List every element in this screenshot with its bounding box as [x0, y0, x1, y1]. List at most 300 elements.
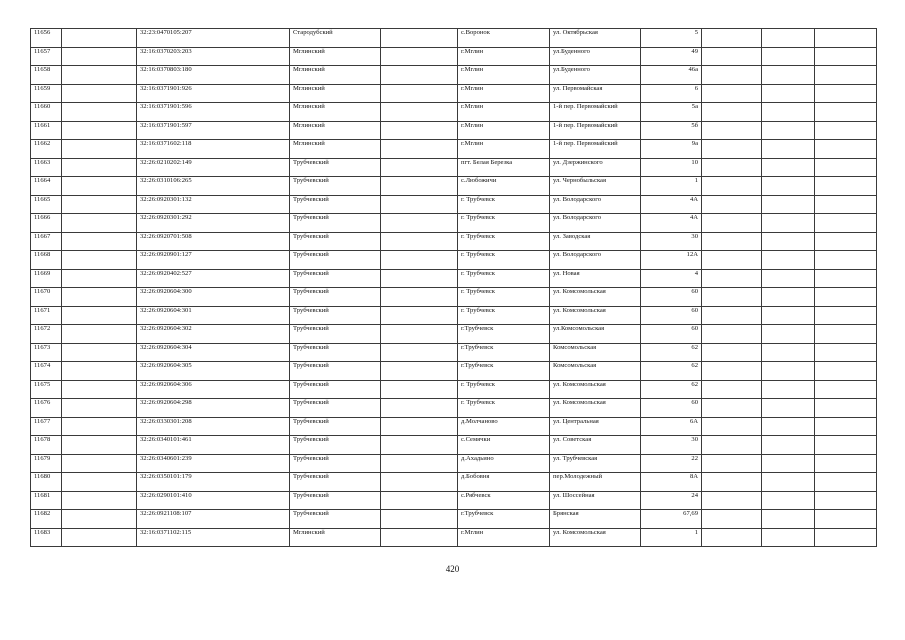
- table-row: [31, 417, 877, 436]
- empty-cell: [815, 343, 877, 362]
- row-number-cell: 11669: [31, 269, 62, 288]
- district-cell: Трубчевский: [290, 491, 381, 510]
- house-number-cell: 5а: [641, 103, 702, 122]
- empty-cell: [815, 436, 877, 455]
- locality-cell: д.Бобовня: [458, 473, 550, 492]
- street-cell: ул. Чернобыльская: [550, 177, 641, 196]
- empty-cell: [762, 343, 815, 362]
- empty-cell: [62, 214, 137, 233]
- empty-cell: [815, 454, 877, 473]
- row-number-cell: 11662: [31, 140, 62, 159]
- empty-cell: [815, 103, 877, 122]
- empty-cell: [381, 362, 458, 381]
- empty-cell: [381, 29, 458, 48]
- house-number-cell: 10: [641, 158, 702, 177]
- cadastral-number-cell: 32:26:0920301:132: [137, 195, 290, 214]
- table-row: [31, 288, 877, 307]
- table-row: [31, 29, 877, 48]
- row-number-cell: 11671: [31, 306, 62, 325]
- locality-cell: с.Любожичи: [458, 177, 550, 196]
- district-cell: Трубчевский: [290, 251, 381, 270]
- empty-cell: [381, 232, 458, 251]
- empty-cell: [815, 288, 877, 307]
- row-number-cell: 11668: [31, 251, 62, 270]
- street-cell: ул. Центральная: [550, 417, 641, 436]
- empty-cell: [815, 269, 877, 288]
- empty-cell: [62, 510, 137, 529]
- district-cell: Трубчевский: [290, 288, 381, 307]
- empty-cell: [62, 491, 137, 510]
- empty-cell: [702, 121, 762, 140]
- table-row: [31, 510, 877, 529]
- cadastral-number-cell: 32:26:0920604:304: [137, 343, 290, 362]
- row-number-cell: 11679: [31, 454, 62, 473]
- district-cell: Трубчевский: [290, 214, 381, 233]
- row-number-cell: 11677: [31, 417, 62, 436]
- district-cell: Трубчевский: [290, 195, 381, 214]
- locality-cell: с.Рябчевск: [458, 491, 550, 510]
- row-number-cell: 11665: [31, 195, 62, 214]
- empty-cell: [702, 29, 762, 48]
- empty-cell: [381, 491, 458, 510]
- district-cell: Трубчевский: [290, 380, 381, 399]
- cadastral-number-cell: 32:16:0370803:180: [137, 66, 290, 85]
- empty-cell: [702, 103, 762, 122]
- empty-cell: [381, 47, 458, 66]
- district-cell: Трубчевский: [290, 510, 381, 529]
- house-number-cell: 6: [641, 84, 702, 103]
- empty-cell: [762, 325, 815, 344]
- street-cell: ул.Комсомольская: [550, 325, 641, 344]
- house-number-cell: 62: [641, 343, 702, 362]
- table-row: [31, 103, 877, 122]
- empty-cell: [381, 306, 458, 325]
- cadastral-number-cell: 32:26:0290101:410: [137, 491, 290, 510]
- table-row: [31, 343, 877, 362]
- street-cell: ул. Комсомольская: [550, 306, 641, 325]
- district-cell: Трубчевский: [290, 232, 381, 251]
- row-number-cell: 11670: [31, 288, 62, 307]
- house-number-cell: 62: [641, 380, 702, 399]
- empty-cell: [62, 177, 137, 196]
- empty-cell: [762, 528, 815, 547]
- table-row: [31, 454, 877, 473]
- cadastral-number-cell: 32:16:0371901:597: [137, 121, 290, 140]
- row-number-cell: 11659: [31, 84, 62, 103]
- locality-cell: г. Трубчевск: [458, 306, 550, 325]
- empty-cell: [381, 158, 458, 177]
- house-number-cell: 4А: [641, 214, 702, 233]
- empty-cell: [702, 380, 762, 399]
- table-row: [31, 399, 877, 418]
- table-row: [31, 362, 877, 381]
- empty-cell: [381, 473, 458, 492]
- empty-cell: [381, 103, 458, 122]
- house-number-cell: 4А: [641, 195, 702, 214]
- empty-cell: [62, 306, 137, 325]
- street-cell: ул. Новая: [550, 269, 641, 288]
- empty-cell: [62, 269, 137, 288]
- empty-cell: [381, 84, 458, 103]
- empty-cell: [762, 473, 815, 492]
- district-cell: Мглинский: [290, 66, 381, 85]
- street-cell: ул. Володарского: [550, 214, 641, 233]
- empty-cell: [62, 251, 137, 270]
- table-row: [31, 177, 877, 196]
- empty-cell: [762, 269, 815, 288]
- empty-cell: [62, 103, 137, 122]
- district-cell: Мглинский: [290, 121, 381, 140]
- table-row: [31, 84, 877, 103]
- row-number-cell: 11678: [31, 436, 62, 455]
- empty-cell: [762, 454, 815, 473]
- empty-cell: [62, 473, 137, 492]
- empty-cell: [702, 473, 762, 492]
- table-row: [31, 195, 877, 214]
- table-row: [31, 325, 877, 344]
- house-number-cell: 1: [641, 177, 702, 196]
- table-row: [31, 47, 877, 66]
- table-row: [31, 121, 877, 140]
- empty-cell: [381, 121, 458, 140]
- table-row: [31, 232, 877, 251]
- empty-cell: [815, 380, 877, 399]
- empty-cell: [62, 528, 137, 547]
- locality-cell: г. Трубчевск: [458, 214, 550, 233]
- locality-cell: с.Семячки: [458, 436, 550, 455]
- house-number-cell: 62: [641, 362, 702, 381]
- cadastral-number-cell: 32:26:0920604:300: [137, 288, 290, 307]
- street-cell: ул. Октябрьская: [550, 29, 641, 48]
- registry-table: [30, 28, 877, 547]
- row-number-cell: 11658: [31, 66, 62, 85]
- empty-cell: [702, 214, 762, 233]
- empty-cell: [702, 232, 762, 251]
- table-row: [31, 491, 877, 510]
- cadastral-number-cell: 32:26:0920604:301: [137, 306, 290, 325]
- empty-cell: [62, 66, 137, 85]
- empty-cell: [62, 288, 137, 307]
- empty-cell: [62, 454, 137, 473]
- district-cell: Трубчевский: [290, 306, 381, 325]
- district-cell: Трубчевский: [290, 399, 381, 418]
- empty-cell: [815, 195, 877, 214]
- house-number-cell: 24: [641, 491, 702, 510]
- empty-cell: [762, 510, 815, 529]
- street-cell: ул. Володарского: [550, 251, 641, 270]
- house-number-cell: 5: [641, 29, 702, 48]
- cadastral-number-cell: 32:26:0920604:302: [137, 325, 290, 344]
- cadastral-number-cell: 32:26:0920301:292: [137, 214, 290, 233]
- empty-cell: [702, 417, 762, 436]
- row-number-cell: 11661: [31, 121, 62, 140]
- empty-cell: [815, 510, 877, 529]
- district-cell: Трубчевский: [290, 269, 381, 288]
- locality-cell: г. Трубчевск: [458, 269, 550, 288]
- empty-cell: [815, 140, 877, 159]
- table-row: [31, 473, 877, 492]
- empty-cell: [62, 380, 137, 399]
- locality-cell: г.Трубчевск: [458, 510, 550, 529]
- empty-cell: [762, 436, 815, 455]
- empty-cell: [381, 510, 458, 529]
- district-cell: Трубчевский: [290, 343, 381, 362]
- district-cell: Трубчевский: [290, 473, 381, 492]
- table-row: [31, 436, 877, 455]
- house-number-cell: 30: [641, 436, 702, 455]
- cadastral-number-cell: 32:26:0920402:527: [137, 269, 290, 288]
- empty-cell: [702, 288, 762, 307]
- empty-cell: [762, 214, 815, 233]
- cadastral-number-cell: 32:16:0371901:926: [137, 84, 290, 103]
- cadastral-number-cell: 32:26:0920604:306: [137, 380, 290, 399]
- house-number-cell: 9а: [641, 140, 702, 159]
- empty-cell: [762, 251, 815, 270]
- district-cell: Трубчевский: [290, 158, 381, 177]
- empty-cell: [702, 491, 762, 510]
- district-cell: Трубчевский: [290, 436, 381, 455]
- locality-cell: г.Мглин: [458, 103, 550, 122]
- cadastral-number-cell: 32:26:0920604:305: [137, 362, 290, 381]
- row-number-cell: 11682: [31, 510, 62, 529]
- row-number-cell: 11666: [31, 214, 62, 233]
- empty-cell: [381, 177, 458, 196]
- locality-cell: пгт. Белая Березка: [458, 158, 550, 177]
- empty-cell: [62, 232, 137, 251]
- district-cell: Трубчевский: [290, 454, 381, 473]
- cadastral-number-cell: 32:26:0920604:298: [137, 399, 290, 418]
- table-row: [31, 251, 877, 270]
- locality-cell: г.Трубчевск: [458, 343, 550, 362]
- empty-cell: [62, 84, 137, 103]
- empty-cell: [762, 491, 815, 510]
- locality-cell: г.Мглин: [458, 140, 550, 159]
- empty-cell: [62, 158, 137, 177]
- locality-cell: г.Мглин: [458, 84, 550, 103]
- empty-cell: [381, 380, 458, 399]
- table-row: [31, 380, 877, 399]
- district-cell: Мглинский: [290, 528, 381, 547]
- empty-cell: [762, 158, 815, 177]
- empty-cell: [815, 214, 877, 233]
- street-cell: Брянская: [550, 510, 641, 529]
- house-number-cell: 4: [641, 269, 702, 288]
- empty-cell: [815, 528, 877, 547]
- empty-cell: [762, 232, 815, 251]
- locality-cell: г.Мглин: [458, 121, 550, 140]
- cadastral-number-cell: 32:16:0371901:596: [137, 103, 290, 122]
- street-cell: Комсомольская: [550, 362, 641, 381]
- district-cell: Мглинский: [290, 103, 381, 122]
- street-cell: 1-й пер. Первомайский: [550, 121, 641, 140]
- row-number-cell: 11675: [31, 380, 62, 399]
- street-cell: 1-й пер. Первомайский: [550, 103, 641, 122]
- cadastral-number-cell: 32:26:0330301:208: [137, 417, 290, 436]
- district-cell: Трубчевский: [290, 325, 381, 344]
- locality-cell: г. Трубчевск: [458, 232, 550, 251]
- empty-cell: [762, 195, 815, 214]
- empty-cell: [762, 84, 815, 103]
- house-number-cell: 22: [641, 454, 702, 473]
- cadastral-number-cell: 32:26:0921108:107: [137, 510, 290, 529]
- empty-cell: [815, 399, 877, 418]
- locality-cell: г.Трубчевск: [458, 362, 550, 381]
- house-number-cell: 67,69: [641, 510, 702, 529]
- cadastral-number-cell: 32:16:0371602:118: [137, 140, 290, 159]
- district-cell: Трубчевский: [290, 417, 381, 436]
- street-cell: ул. Шоссейная: [550, 491, 641, 510]
- empty-cell: [815, 325, 877, 344]
- empty-cell: [702, 436, 762, 455]
- table-row: [31, 158, 877, 177]
- house-number-cell: 30: [641, 232, 702, 251]
- street-cell: ул. Трубчевская: [550, 454, 641, 473]
- empty-cell: [62, 140, 137, 159]
- empty-cell: [762, 306, 815, 325]
- empty-cell: [702, 306, 762, 325]
- empty-cell: [815, 177, 877, 196]
- cadastral-number-cell: 32:26:0920701:508: [137, 232, 290, 251]
- empty-cell: [381, 195, 458, 214]
- cadastral-number-cell: 32:26:0340601:239: [137, 454, 290, 473]
- empty-cell: [815, 306, 877, 325]
- empty-cell: [62, 29, 137, 48]
- empty-cell: [381, 417, 458, 436]
- cadastral-number-cell: 32:26:0310106:265: [137, 177, 290, 196]
- row-number-cell: 11676: [31, 399, 62, 418]
- row-number-cell: 11667: [31, 232, 62, 251]
- district-cell: Трубчевский: [290, 177, 381, 196]
- row-number-cell: 11657: [31, 47, 62, 66]
- empty-cell: [702, 84, 762, 103]
- table-body: [31, 29, 877, 547]
- street-cell: ул. Дзержинского: [550, 158, 641, 177]
- empty-cell: [815, 491, 877, 510]
- empty-cell: [62, 121, 137, 140]
- district-cell: Мглинский: [290, 140, 381, 159]
- house-number-cell: 49: [641, 47, 702, 66]
- empty-cell: [815, 29, 877, 48]
- locality-cell: г. Трубчевск: [458, 380, 550, 399]
- empty-cell: [381, 214, 458, 233]
- empty-cell: [815, 232, 877, 251]
- locality-cell: с.Воронок: [458, 29, 550, 48]
- district-cell: Мглинский: [290, 84, 381, 103]
- empty-cell: [762, 380, 815, 399]
- cadastral-number-cell: 32:23:0470105:207: [137, 29, 290, 48]
- house-number-cell: 60: [641, 288, 702, 307]
- empty-cell: [381, 269, 458, 288]
- empty-cell: [62, 399, 137, 418]
- locality-cell: г. Трубчевск: [458, 288, 550, 307]
- cadastral-number-cell: 32:26:0210202:149: [137, 158, 290, 177]
- house-number-cell: 60: [641, 399, 702, 418]
- street-cell: ул. Заводская: [550, 232, 641, 251]
- house-number-cell: 46а: [641, 66, 702, 85]
- street-cell: ул. Комсомольская: [550, 399, 641, 418]
- house-number-cell: 1: [641, 528, 702, 547]
- street-cell: ул. Советская: [550, 436, 641, 455]
- row-number-cell: 11663: [31, 158, 62, 177]
- street-cell: ул. Комсомольская: [550, 528, 641, 547]
- street-cell: ул. Первомайская: [550, 84, 641, 103]
- empty-cell: [815, 47, 877, 66]
- row-number-cell: 11656: [31, 29, 62, 48]
- locality-cell: г. Трубчевск: [458, 399, 550, 418]
- empty-cell: [381, 436, 458, 455]
- cadastral-number-cell: 32:26:0920901:127: [137, 251, 290, 270]
- table-row: [31, 214, 877, 233]
- row-number-cell: 11673: [31, 343, 62, 362]
- locality-cell: г.Мглин: [458, 528, 550, 547]
- cadastral-number-cell: 32:26:0350101:179: [137, 473, 290, 492]
- empty-cell: [702, 269, 762, 288]
- empty-cell: [62, 195, 137, 214]
- cadastral-number-cell: 32:16:0371102:115: [137, 528, 290, 547]
- table-row: [31, 66, 877, 85]
- street-cell: ул. Комсомольская: [550, 288, 641, 307]
- locality-cell: г.Мглин: [458, 66, 550, 85]
- empty-cell: [702, 399, 762, 418]
- empty-cell: [762, 47, 815, 66]
- table-row: [31, 140, 877, 159]
- empty-cell: [762, 399, 815, 418]
- empty-cell: [762, 121, 815, 140]
- empty-cell: [381, 325, 458, 344]
- locality-cell: д.Ахадьино: [458, 454, 550, 473]
- house-number-cell: 5б: [641, 121, 702, 140]
- empty-cell: [702, 195, 762, 214]
- empty-cell: [62, 343, 137, 362]
- empty-cell: [381, 288, 458, 307]
- empty-cell: [815, 251, 877, 270]
- table-row: [31, 528, 877, 547]
- empty-cell: [815, 121, 877, 140]
- empty-cell: [381, 454, 458, 473]
- empty-cell: [62, 436, 137, 455]
- row-number-cell: 11664: [31, 177, 62, 196]
- street-cell: 1-й пер. Первомайский: [550, 140, 641, 159]
- empty-cell: [815, 66, 877, 85]
- empty-cell: [702, 362, 762, 381]
- empty-cell: [702, 66, 762, 85]
- empty-cell: [762, 288, 815, 307]
- empty-cell: [702, 158, 762, 177]
- empty-cell: [815, 158, 877, 177]
- locality-cell: г. Трубчевск: [458, 251, 550, 270]
- empty-cell: [815, 362, 877, 381]
- empty-cell: [762, 103, 815, 122]
- street-cell: ул.Буденного: [550, 66, 641, 85]
- empty-cell: [762, 417, 815, 436]
- house-number-cell: 60: [641, 325, 702, 344]
- street-cell: ул. Комсомольская: [550, 380, 641, 399]
- row-number-cell: 11683: [31, 528, 62, 547]
- table-row: [31, 306, 877, 325]
- empty-cell: [815, 473, 877, 492]
- empty-cell: [381, 66, 458, 85]
- empty-cell: [62, 325, 137, 344]
- row-number-cell: 11660: [31, 103, 62, 122]
- empty-cell: [702, 251, 762, 270]
- empty-cell: [62, 362, 137, 381]
- cadastral-number-cell: 32:26:0340101:461: [137, 436, 290, 455]
- empty-cell: [381, 251, 458, 270]
- empty-cell: [702, 510, 762, 529]
- house-number-cell: 60: [641, 306, 702, 325]
- house-number-cell: 8А: [641, 473, 702, 492]
- empty-cell: [702, 528, 762, 547]
